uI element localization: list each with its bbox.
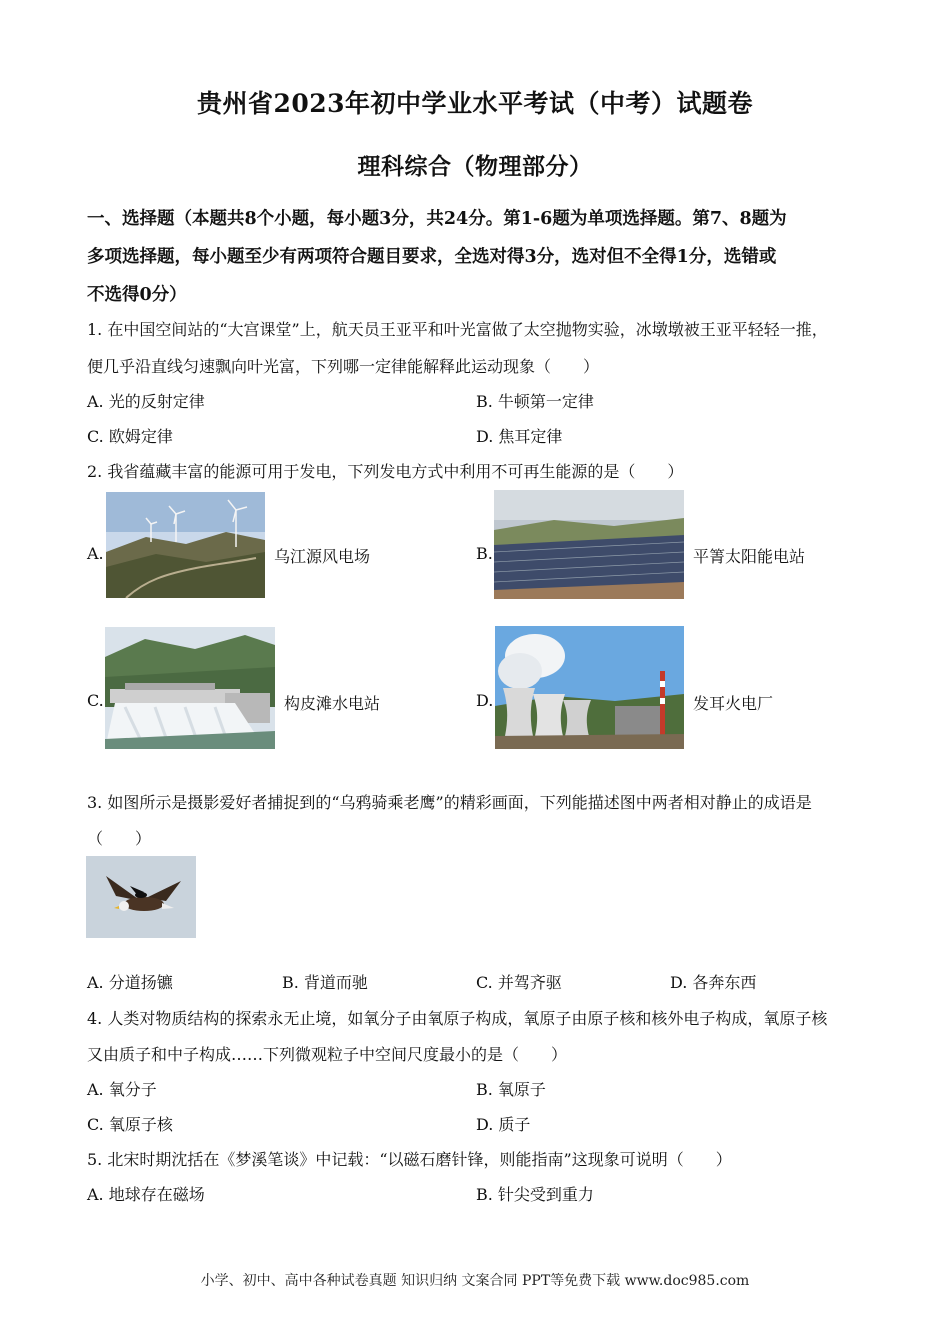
question-5-option-a: A. 地球存在磁场 xyxy=(87,1185,205,1204)
question-1-option-b: B. 牛顿第一定律 xyxy=(476,392,594,411)
hydro-station-photo xyxy=(105,627,275,749)
question-2-option-a-letter: A. xyxy=(87,544,104,563)
question-3-stem: （ ） xyxy=(87,829,152,848)
question-2-option-b-caption: 平箐太阳能电站 xyxy=(693,547,806,566)
question-4-stem: 4. 人类对物质结构的探索永无止境，如氧分子由氧原子构成，氧原子由原子核和核外电子构成，氧原子核 xyxy=(87,1009,828,1028)
question-1-option-c: C. 欧姆定律 xyxy=(87,427,173,446)
question-3-option-d: D. 各奔东西 xyxy=(670,973,757,992)
question-4-option-d: D. 质子 xyxy=(476,1115,531,1134)
crow-riding-eagle-photo xyxy=(86,856,196,938)
question-3-option-c: C. 并驾齐驱 xyxy=(476,973,562,992)
question-2-option-a-caption: 乌江源风电场 xyxy=(274,547,371,566)
solar-station-photo xyxy=(494,490,684,599)
wind-farm-photo xyxy=(106,492,265,598)
question-2-option-c-caption: 构皮滩水电站 xyxy=(284,694,381,713)
question-3-stem: 3. 如图所示是摄影爱好者捕捉到的“乌鸦骑乘老鹰”的精彩画面，下列能描述图中两者相对静止的成语是 xyxy=(87,793,812,812)
question-1-stem: 1. 在中国空间站的“大宫课堂”上，航天员王亚平和叶光富做了太空抛物实验，冰墩墩被王亚平轻轻一推， xyxy=(87,320,828,339)
question-1-option-a: A. 光的反射定律 xyxy=(87,392,205,411)
section-intro-line: 一、选择题（本题共8个小题，每小题3分，共24分。第1-6题为单项选择题。第7、8题为 xyxy=(87,209,787,229)
question-3-option-a: A. 分道扬镳 xyxy=(87,973,173,992)
page-subtitle: 理科综合（物理部分） xyxy=(357,153,593,180)
question-4-option-c: C. 氧原子核 xyxy=(87,1115,173,1134)
question-2-stem: 2. 我省蕴藏丰富的能源可用于发电，下列发电方式中利用不可再生能源的是（ ） xyxy=(87,462,684,481)
question-1-stem: 便几乎沿直线匀速飘向叶光富，下列哪一定律能解释此运动现象（ ） xyxy=(87,357,600,376)
question-3-option-b: B. 背道而驰 xyxy=(282,973,368,992)
section-intro-line: 多项选择题，每小题至少有两项符合题目要求，全选对得3分，选对但不全得1分，选错或 xyxy=(87,247,777,267)
question-4-stem: 又由质子和中子构成……下列微观粒子中空间尺度最小的是（ ） xyxy=(87,1045,568,1064)
question-5-option-b: B. 针尖受到重力 xyxy=(476,1185,594,1204)
page-title: 贵州省2023年初中学业水平考试（中考）试题卷 xyxy=(196,89,754,118)
question-2-option-b-letter: B. xyxy=(476,544,493,563)
question-4-option-b: B. 氧原子 xyxy=(476,1080,546,1099)
thermal-plant-photo xyxy=(495,626,684,749)
question-2-option-d-letter: D. xyxy=(476,691,494,710)
question-2-option-c-letter: C. xyxy=(87,691,104,710)
question-5-stem: 5. 北宋时期沈括在《梦溪笔谈》中记载：“以磁石磨针锋，则能指南”这现象可说明（ ） xyxy=(87,1150,732,1169)
question-1-option-d: D. 焦耳定律 xyxy=(476,427,563,446)
question-4-option-a: A. 氧分子 xyxy=(87,1080,157,1099)
section-intro-line: 不选得0分） xyxy=(87,285,187,305)
question-2-option-d-caption: 发耳火电厂 xyxy=(693,694,774,713)
footer-text: 小学、初中、高中各种试卷真题 知识归纳 文案合同 PPT等免费下载 www.doc985.com xyxy=(200,1273,750,1289)
